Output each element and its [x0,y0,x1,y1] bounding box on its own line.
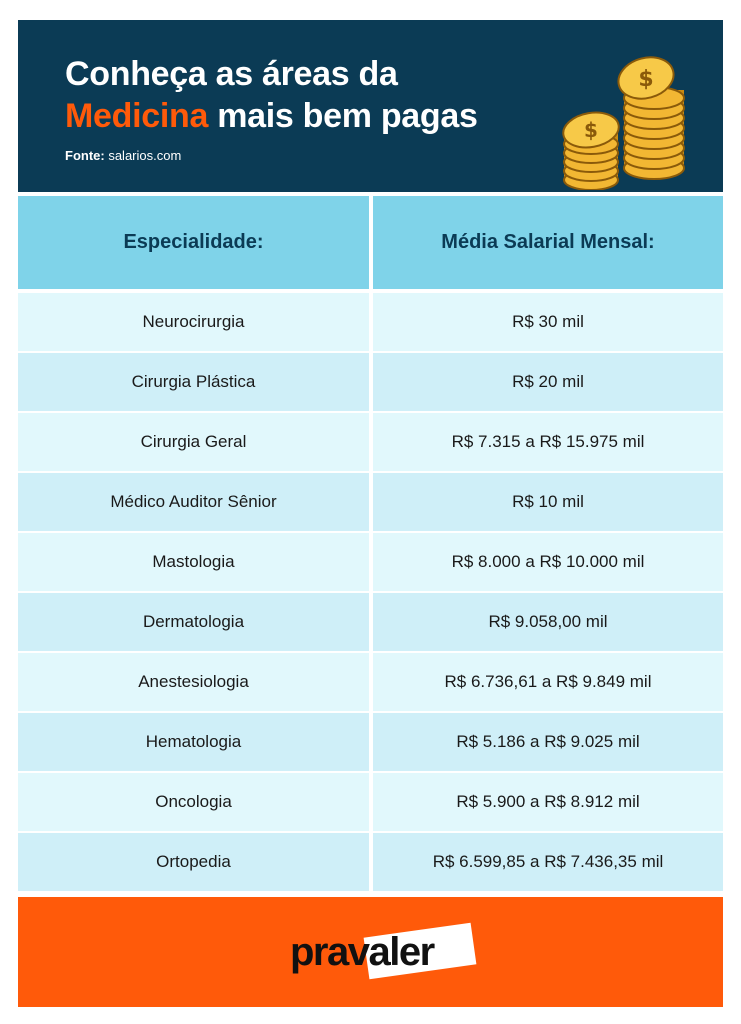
salary-cell: R$ 6.736,61 a R$ 9.849 mil [373,653,723,711]
salary-cell: R$ 30 mil [373,293,723,351]
specialty-cell: Cirurgia Geral [18,413,369,471]
title-rest: mais bem pagas [208,97,478,135]
table-row [18,831,723,891]
specialty-cell: Cirurgia Plástica [18,353,369,411]
table-row [18,711,723,771]
specialty-cell: Ortopedia [18,833,369,891]
salary-cell: R$ 20 mil [373,353,723,411]
salary-cell: R$ 10 mil [373,473,723,531]
brand-logo: pravaler [290,930,434,974]
table-row [18,771,723,831]
salary-cell: R$ 7.315 a R$ 15.975 mil [373,413,723,471]
title-accent: Medicina [65,97,209,135]
specialty-cell: Anestesiologia [18,653,369,711]
source-label: Fonte: [65,148,105,163]
table-row [18,471,723,531]
svg-text:$: $ [638,67,654,92]
column-header-specialty: Especialidade: [18,196,369,289]
salary-cell: R$ 6.599,85 a R$ 7.436,35 mil [373,833,723,891]
table-row [18,291,723,351]
page-title [65,53,565,137]
specialty-cell: Mastologia [18,533,369,591]
source-credit [65,148,181,163]
table-row [18,531,723,591]
table-row [18,411,723,471]
specialty-cell: Dermatologia [18,593,369,651]
salary-cell: R$ 8.000 a R$ 10.000 mil [373,533,723,591]
specialty-cell: Hematologia [18,713,369,771]
table-row [18,351,723,411]
source-value: salarios.com [104,148,182,163]
svg-text:$: $ [584,118,598,142]
header-banner [18,20,723,192]
specialty-cell: Médico Auditor Sênior [18,473,369,531]
specialty-cell: Oncologia [18,773,369,831]
table-row [18,651,723,711]
salary-cell: R$ 9.058,00 mil [373,593,723,651]
table-row [18,591,723,651]
salary-cell: R$ 5.900 a R$ 8.912 mil [373,773,723,831]
table-header-row [18,196,723,289]
salary-cell: R$ 5.186 a R$ 9.025 mil [373,713,723,771]
column-header-salary: Média Salarial Mensal: [373,196,723,289]
specialty-cell: Neurocirurgia [18,293,369,351]
footer-banner [18,897,723,1007]
title-line1: Conheça as áreas da [65,55,398,93]
coins-stack-icon [556,50,706,190]
salary-table [18,196,723,891]
